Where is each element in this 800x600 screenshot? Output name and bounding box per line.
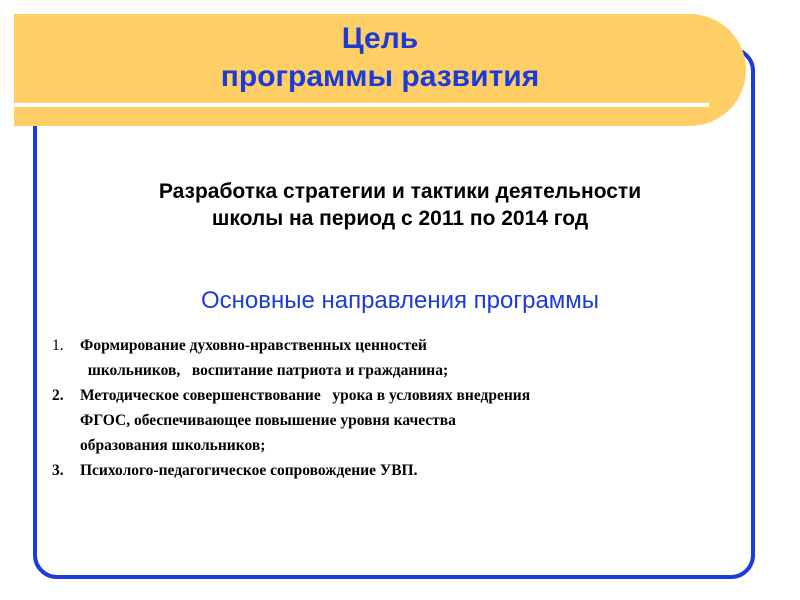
program-goal-line-1: Разработка стратегии и тактики деятельности xyxy=(158,180,642,203)
title-underline xyxy=(14,103,709,107)
slide-title-line-2: программы развития xyxy=(220,60,540,93)
list-item-line: ФГОС, обеспечивающее повышение уровня качества xyxy=(80,412,456,429)
list-item-line: образования школьников; xyxy=(80,437,266,454)
directions-list xyxy=(52,333,742,483)
list-item xyxy=(52,383,742,458)
list-item-line: Методическое совершенствование урока в условиях внедрения xyxy=(80,387,531,404)
program-goal-line-2: школы на период с 2011 по 2014 год xyxy=(211,207,589,230)
slide-title xyxy=(14,20,746,96)
list-item-line: Формирование духовно-нравственных ценностей xyxy=(80,337,427,354)
list-item xyxy=(52,458,742,483)
list-item-number: 3. xyxy=(52,462,64,479)
list-item-number: 2. xyxy=(52,387,64,404)
list-item-line: школьников, воспитание патриота и гражданина; xyxy=(80,362,449,379)
list-item-line: Психолого-педагогическое сопровождение УВП. xyxy=(80,462,418,479)
list-item-text xyxy=(80,333,742,383)
list-item-text xyxy=(80,383,742,458)
slide-title-line-1: Цель xyxy=(341,22,419,55)
program-goal xyxy=(80,178,720,232)
list-item xyxy=(52,333,742,383)
list-item-text xyxy=(80,458,742,483)
list-item-number: 1. xyxy=(52,337,64,354)
directions-heading: Основные направления программы xyxy=(200,287,600,314)
